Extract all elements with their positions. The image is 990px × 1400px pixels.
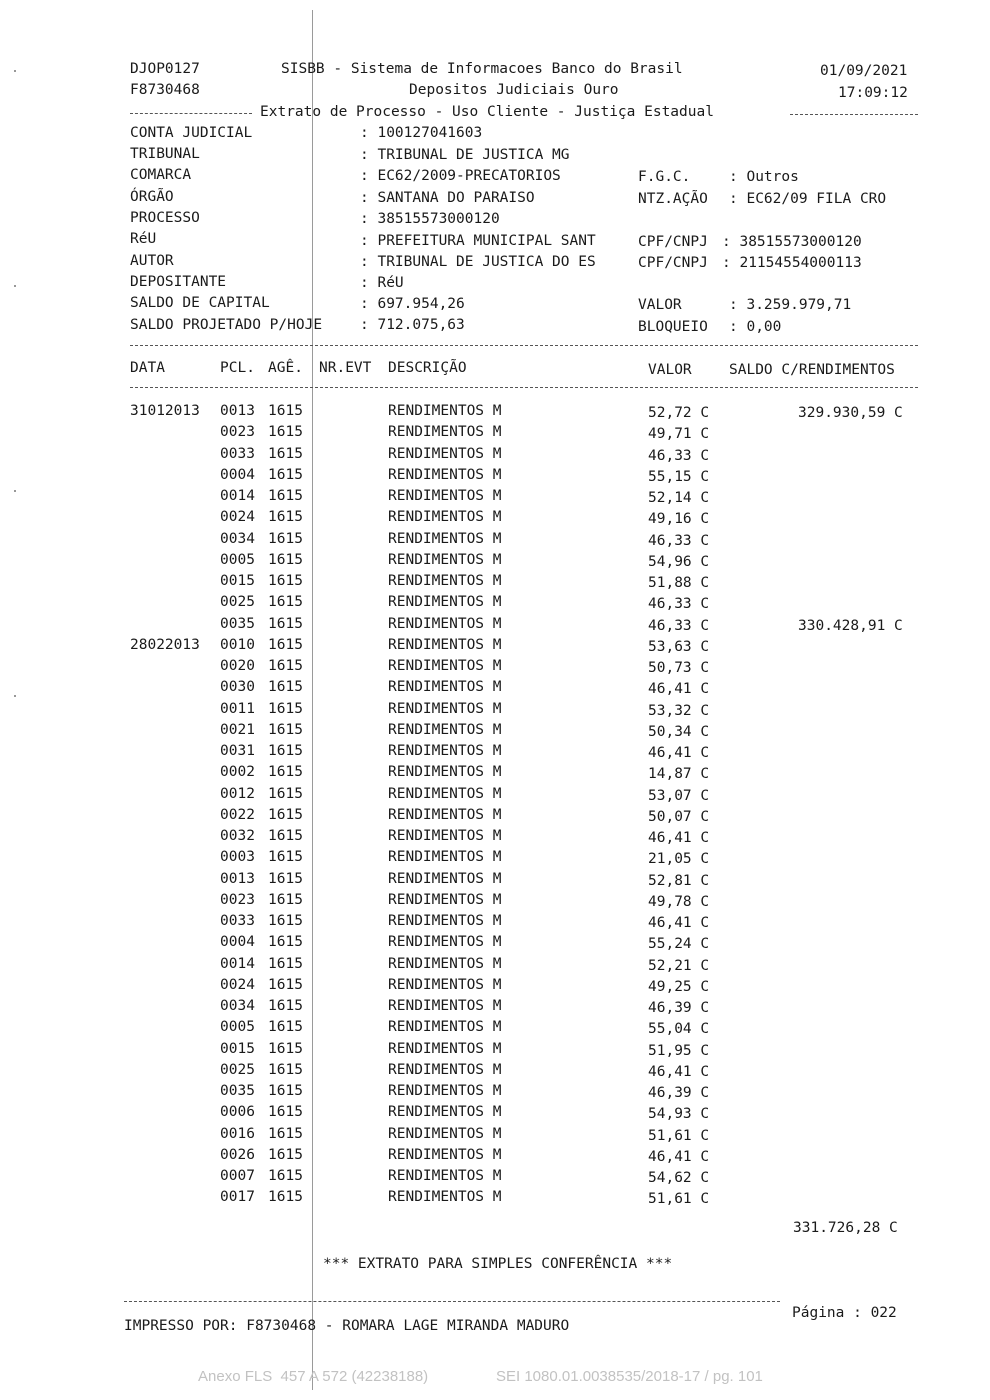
system-title: SISBB - Sistema de Informacoes Banco do Brasil (281, 61, 683, 77)
depositante-value: : RéU (360, 275, 404, 291)
row-pcl: 0012 (220, 785, 255, 802)
row-valor: 49,16 C (648, 511, 710, 528)
row-pcl: 0030 (220, 679, 255, 696)
autor-value: : TRIBUNAL DE JUSTICA DO ES (360, 254, 596, 270)
row-pcl: 0013 (220, 403, 255, 419)
row-valor: 55,15 C (648, 468, 710, 485)
row-saldo: 329.930,59 C (798, 405, 903, 421)
row-pcl: 0033 (220, 913, 255, 929)
row-descricao: RENDIMENTOS M (388, 976, 502, 993)
row-pcl: 0005 (220, 1019, 255, 1036)
row-pcl: 0011 (220, 700, 255, 717)
saldo-projetado-label: SALDO PROJETADO P/HOJE (130, 317, 323, 333)
row-agencia: 1615 (268, 594, 303, 611)
printed-by: IMPRESSO POR: F8730468 - ROMARA LAGE MIRANDA MADURO (124, 1318, 570, 1334)
row-agencia: 1615 (268, 891, 303, 908)
row-pcl: 0025 (220, 1061, 255, 1078)
row-agencia: 1615 (268, 615, 303, 632)
row-pcl: 0021 (220, 721, 255, 738)
row-pcl: 0025 (220, 594, 255, 611)
row-descricao: RENDIMENTOS M (388, 1019, 502, 1036)
row-pcl: 0024 (220, 509, 255, 526)
row-pcl: 0033 (220, 445, 255, 462)
col-data: DATA (130, 360, 165, 376)
row-agencia: 1615 (268, 785, 303, 802)
row-valor: 46,33 C (648, 447, 710, 464)
row-pcl: 0004 (220, 466, 255, 483)
tribunal-label: TRIBUNAL (130, 146, 200, 162)
row-valor: 14,87 C (648, 766, 710, 783)
row-pcl: 0022 (220, 806, 255, 823)
orgao-value: : SANTANA DO PARAISO (360, 190, 535, 206)
page-number: Página : 022 (792, 1305, 897, 1321)
sei-stamp: SEI 1080.01.0038535/2018-17 / pg. 101 (496, 1368, 763, 1385)
tribunal-value: : TRIBUNAL DE JUSTICA MG (360, 147, 570, 163)
autor-cpf-label: CPF/CNPJ (638, 255, 708, 271)
row-descricao: RENDIMENTOS M (388, 700, 502, 717)
fgc-value: : Outros (729, 169, 799, 185)
row-pcl: 0006 (220, 1104, 255, 1121)
row-pcl: 0020 (220, 658, 255, 674)
row-descricao: RENDIMENTOS M (388, 1040, 502, 1057)
row-pcl: 0004 (220, 934, 255, 951)
row-descricao: RENDIMENTOS M (388, 828, 502, 844)
scan-speck (14, 70, 16, 72)
row-descricao: RENDIMENTOS M (388, 955, 502, 972)
row-descricao: RENDIMENTOS M (388, 636, 502, 653)
row-valor: 52,21 C (648, 957, 710, 974)
row-valor: 51,61 C (648, 1127, 710, 1144)
row-descricao: RENDIMENTOS M (388, 594, 502, 611)
row-agencia: 1615 (268, 913, 303, 929)
row-descricao: RENDIMENTOS M (388, 764, 502, 781)
depositante-label: DEPOSITANTE (130, 274, 227, 290)
valor-value: : 3.259.979,71 (729, 297, 852, 313)
row-valor: 51,61 C (648, 1191, 710, 1208)
row-agencia: 1615 (268, 445, 303, 462)
conta-value: : 100127041603 (360, 125, 483, 141)
col-age: AGÊ. (268, 360, 303, 376)
row-pcl: 0032 (220, 828, 255, 844)
row-descricao: RENDIMENTOS M (388, 488, 502, 504)
ntz-label: NTZ.AÇÃO (638, 191, 708, 207)
row-agencia: 1615 (268, 509, 303, 526)
row-descricao: RENDIMENTOS M (388, 743, 502, 759)
row-valor: 53,63 C (648, 638, 710, 655)
row-valor: 53,07 C (648, 787, 710, 804)
row-pcl: 0024 (220, 976, 255, 993)
row-pcl: 0014 (220, 955, 255, 972)
row-pcl: 0031 (220, 743, 255, 759)
row-agencia: 1615 (268, 466, 303, 483)
row-date: 28022013 (130, 636, 200, 653)
row-agencia: 1615 (268, 955, 303, 972)
row-descricao: RENDIMENTOS M (388, 806, 502, 823)
row-descricao: RENDIMENTOS M (388, 403, 502, 419)
row-agencia: 1615 (268, 998, 303, 1014)
row-valor: 54,93 C (648, 1106, 710, 1123)
comarca-label: COMARCA (130, 167, 192, 183)
row-pcl: 0023 (220, 891, 255, 908)
row-agencia: 1615 (268, 934, 303, 951)
row-valor: 51,95 C (648, 1042, 710, 1059)
row-pcl: 0026 (220, 1146, 255, 1163)
row-descricao: RENDIMENTOS M (388, 530, 502, 547)
row-valor: 55,04 C (648, 1021, 710, 1038)
processo-label: PROCESSO (130, 210, 200, 226)
row-pcl: 0015 (220, 1040, 255, 1057)
row-pcl: 0010 (220, 636, 255, 653)
row-valor: 46,41 C (648, 1063, 710, 1080)
scan-speck (14, 695, 16, 697)
row-descricao: RENDIMENTOS M (388, 849, 502, 866)
row-valor: 46,41 C (648, 681, 710, 698)
row-pcl: 0014 (220, 488, 255, 504)
row-descricao: RENDIMENTOS M (388, 424, 502, 441)
report-date: 01/09/2021 (820, 63, 908, 79)
row-valor: 46,41 C (648, 830, 710, 846)
row-descricao: RENDIMENTOS M (388, 870, 502, 887)
row-valor: 46,39 C (648, 1000, 710, 1016)
row-valor: 21,05 C (648, 851, 710, 868)
reu-cpf-value: : 38515573000120 (722, 234, 862, 250)
row-pcl: 0017 (220, 1189, 255, 1206)
saldo-capital-label: SALDO DE CAPITAL (130, 295, 270, 311)
row-agencia: 1615 (268, 870, 303, 887)
col-descricao: DESCRIÇÃO (388, 360, 467, 376)
bloqueio-value: : 0,00 (729, 319, 782, 335)
row-descricao: RENDIMENTOS M (388, 615, 502, 632)
reu-cpf-label: CPF/CNPJ (638, 234, 708, 250)
row-agencia: 1615 (268, 658, 303, 674)
title-divider-left (130, 113, 252, 114)
row-valor: 52,72 C (648, 405, 710, 421)
row-valor: 51,88 C (648, 575, 710, 591)
report-time: 17:09:12 (838, 85, 908, 101)
title-divider-right (790, 114, 918, 115)
reu-label: RéU (130, 231, 157, 247)
row-agencia: 1615 (268, 1146, 303, 1163)
col-pcl: PCL. (220, 360, 255, 376)
row-agencia: 1615 (268, 636, 303, 653)
row-valor: 46,41 C (648, 745, 710, 761)
row-agencia: 1615 (268, 679, 303, 696)
annex-stamp: Anexo FLS 457 A 572 (42238188) (198, 1368, 429, 1385)
row-pcl: 0015 (220, 573, 255, 589)
row-agencia: 1615 (268, 806, 303, 823)
row-descricao: RENDIMENTOS M (388, 466, 502, 483)
row-valor: 54,62 C (648, 1170, 710, 1186)
valor-label: VALOR (638, 297, 682, 313)
col-nr-evt: NR.EVT (319, 360, 372, 376)
row-agencia: 1615 (268, 1019, 303, 1036)
user-code: F8730468 (130, 82, 200, 98)
row-valor: 46,39 C (648, 1085, 710, 1101)
bloqueio-label: BLOQUEIO (638, 319, 708, 335)
row-agencia: 1615 (268, 721, 303, 738)
row-agencia: 1615 (268, 1125, 303, 1142)
row-agencia: 1615 (268, 551, 303, 568)
row-descricao: RENDIMENTOS M (388, 509, 502, 526)
row-pcl: 0005 (220, 551, 255, 568)
row-descricao: RENDIMENTOS M (388, 934, 502, 951)
row-valor: 49,71 C (648, 426, 710, 443)
col-valor: VALOR (648, 362, 692, 378)
scan-speck (14, 490, 16, 492)
autor-label: AUTOR (130, 253, 174, 269)
row-descricao: RENDIMENTOS M (388, 1168, 502, 1184)
conference-note: *** EXTRATO PARA SIMPLES CONFERÊNCIA *** (323, 1256, 673, 1272)
orgao-label: ÓRGÃO (130, 189, 174, 205)
row-agencia: 1615 (268, 424, 303, 441)
row-pcl: 0034 (220, 530, 255, 547)
row-descricao: RENDIMENTOS M (388, 785, 502, 802)
row-date: 31012013 (130, 403, 200, 419)
header-divider (130, 387, 918, 388)
row-descricao: RENDIMENTOS M (388, 1146, 502, 1163)
row-pcl: 0034 (220, 998, 255, 1014)
report-title: Extrato de Processo - Uso Cliente - Justiça Estadual (260, 104, 714, 120)
row-pcl: 0035 (220, 1083, 255, 1099)
row-descricao: RENDIMENTOS M (388, 573, 502, 589)
row-descricao: RENDIMENTOS M (388, 551, 502, 568)
row-agencia: 1615 (268, 530, 303, 547)
row-agencia: 1615 (268, 1104, 303, 1121)
saldo-capital-value: : 697.954,26 (360, 296, 465, 312)
row-descricao: RENDIMENTOS M (388, 658, 502, 674)
row-agencia: 1615 (268, 828, 303, 844)
row-valor: 46,33 C (648, 596, 710, 613)
row-pcl: 0013 (220, 870, 255, 887)
ntz-value: : EC62/09 FILA CRO (729, 191, 887, 207)
row-descricao: RENDIMENTOS M (388, 891, 502, 908)
footer-divider (124, 1301, 780, 1302)
row-valor: 55,24 C (648, 936, 710, 953)
row-agencia: 1615 (268, 403, 303, 419)
row-agencia: 1615 (268, 849, 303, 866)
row-agencia: 1615 (268, 1040, 303, 1057)
processo-value: : 38515573000120 (360, 211, 500, 227)
subsystem-title: Depositos Judiciais Ouro (409, 82, 619, 98)
program-code: DJOP0127 (130, 61, 200, 77)
row-valor: 50,73 C (648, 660, 710, 676)
row-agencia: 1615 (268, 743, 303, 759)
row-pcl: 0002 (220, 764, 255, 781)
row-descricao: RENDIMENTOS M (388, 1061, 502, 1078)
row-pcl: 0007 (220, 1168, 255, 1184)
row-agencia: 1615 (268, 1168, 303, 1184)
col-saldo: SALDO C/RENDIMENTOS (729, 362, 895, 378)
row-agencia: 1615 (268, 764, 303, 781)
row-valor: 53,32 C (648, 702, 710, 719)
row-valor: 50,34 C (648, 723, 710, 740)
row-valor: 46,33 C (648, 532, 710, 549)
row-descricao: RENDIMENTOS M (388, 721, 502, 738)
row-descricao: RENDIMENTOS M (388, 445, 502, 462)
row-valor: 46,41 C (648, 1148, 710, 1165)
row-descricao: RENDIMENTOS M (388, 1189, 502, 1206)
row-agencia: 1615 (268, 1083, 303, 1099)
comarca-value: : EC62/2009-PRECATORIOS (360, 168, 561, 184)
row-descricao: RENDIMENTOS M (388, 913, 502, 929)
row-descricao: RENDIMENTOS M (388, 1104, 502, 1121)
row-valor: 52,81 C (648, 872, 710, 889)
row-agencia: 1615 (268, 573, 303, 589)
row-valor: 50,07 C (648, 808, 710, 825)
reu-value: : PREFEITURA MUNICIPAL SANT (360, 233, 596, 249)
conta-label: CONTA JUDICIAL (130, 125, 253, 141)
row-pcl: 0016 (220, 1125, 255, 1142)
row-valor: 49,78 C (648, 893, 710, 910)
row-pcl: 0035 (220, 615, 255, 632)
saldo-projetado-value: : 712.075,63 (360, 317, 465, 333)
fields-divider (130, 345, 918, 346)
row-descricao: RENDIMENTOS M (388, 998, 502, 1014)
fgc-label: F.G.C. (638, 169, 691, 185)
row-valor: 46,41 C (648, 915, 710, 931)
row-descricao: RENDIMENTOS M (388, 1125, 502, 1142)
row-agencia: 1615 (268, 1189, 303, 1206)
page-fold-line (312, 10, 313, 1390)
row-saldo: 330.428,91 C (798, 617, 903, 634)
row-descricao: RENDIMENTOS M (388, 679, 502, 696)
row-pcl: 0003 (220, 849, 255, 866)
row-valor: 49,25 C (648, 978, 710, 995)
row-descricao: RENDIMENTOS M (388, 1083, 502, 1099)
row-valor: 46,33 C (648, 617, 710, 634)
row-valor: 52,14 C (648, 490, 710, 506)
row-agencia: 1615 (268, 700, 303, 717)
final-balance: 331.726,28 C (793, 1220, 898, 1236)
row-agencia: 1615 (268, 488, 303, 504)
scan-speck (14, 285, 16, 287)
row-agencia: 1615 (268, 976, 303, 993)
row-agencia: 1615 (268, 1061, 303, 1078)
row-valor: 54,96 C (648, 553, 710, 570)
row-pcl: 0023 (220, 424, 255, 441)
autor-cpf-value: : 21154554000113 (722, 255, 862, 271)
